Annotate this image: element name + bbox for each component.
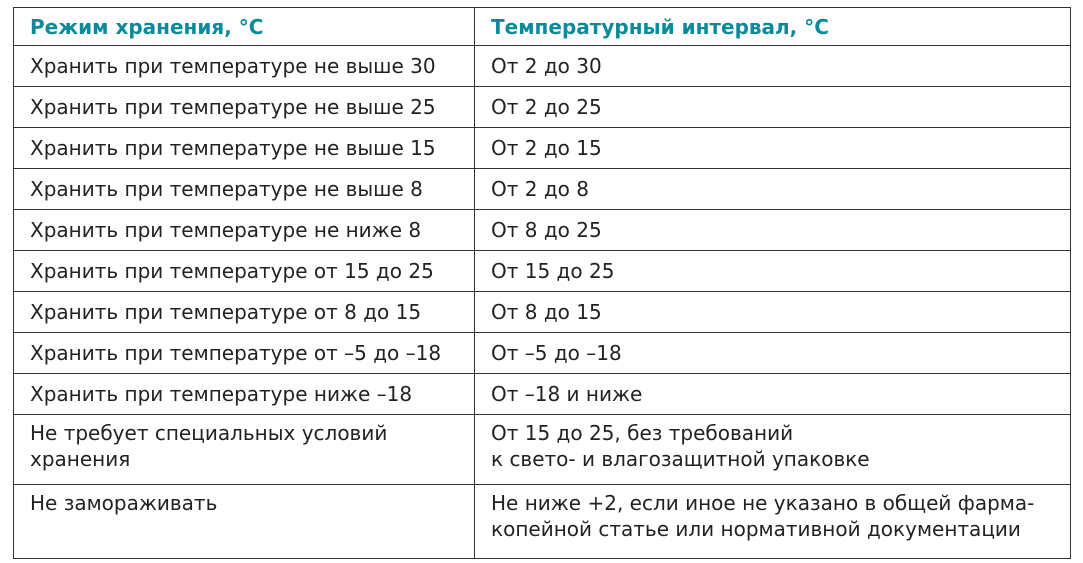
table-row xyxy=(14,210,1071,251)
cell-temperature-interval: От –18 и ниже xyxy=(475,374,1071,415)
table-row xyxy=(14,415,1071,485)
cell-text-line: Не требует специальных условий xyxy=(30,421,388,445)
table-row xyxy=(14,87,1071,128)
cell-temperature-interval: От 15 до 25 xyxy=(475,251,1071,292)
storage-table-container xyxy=(13,7,1071,559)
cell-temperature-interval xyxy=(475,485,1071,559)
cell-text-line: Не ниже +2, если иное не указано в общей фарма- xyxy=(491,491,1035,515)
cell-storage-mode: Хранить при температуре от 15 до 25 xyxy=(14,251,475,292)
table-row xyxy=(14,128,1071,169)
cell-storage-mode: Хранить при температуре не выше 30 xyxy=(14,46,475,87)
cell-storage-mode: Не замораживать xyxy=(14,485,475,559)
table-row xyxy=(14,485,1071,559)
cell-storage-mode xyxy=(14,415,475,485)
cell-temperature-interval xyxy=(475,415,1071,485)
cell-storage-mode: Хранить при температуре ниже –18 xyxy=(14,374,475,415)
header-storage-mode: Режим хранения, °С xyxy=(14,8,475,46)
cell-temperature-interval: От 2 до 15 xyxy=(475,128,1071,169)
cell-temperature-interval: От 8 до 25 xyxy=(475,210,1071,251)
cell-text-line: хранения xyxy=(30,447,131,471)
cell-storage-mode: Хранить при температуре от –5 до –18 xyxy=(14,333,475,374)
cell-storage-mode: Хранить при температуре не ниже 8 xyxy=(14,210,475,251)
cell-storage-mode: Хранить при температуре от 8 до 15 xyxy=(14,292,475,333)
cell-temperature-interval: От 8 до 15 xyxy=(475,292,1071,333)
table-row xyxy=(14,292,1071,333)
cell-storage-mode: Хранить при температуре не выше 15 xyxy=(14,128,475,169)
cell-text-line: От 15 до 25, без требований xyxy=(491,421,794,445)
table-row xyxy=(14,46,1071,87)
cell-storage-mode: Хранить при температуре не выше 8 xyxy=(14,169,475,210)
cell-text-line: копейной статье или нормативной документации xyxy=(491,517,1021,541)
cell-temperature-interval: От 2 до 30 xyxy=(475,46,1071,87)
table-row xyxy=(14,169,1071,210)
table-header-row xyxy=(14,8,1071,46)
storage-conditions-table xyxy=(13,7,1071,559)
cell-temperature-interval: От 2 до 25 xyxy=(475,87,1071,128)
cell-text-line: к свето- и влагозащитной упаковке xyxy=(491,447,870,471)
table-row xyxy=(14,333,1071,374)
table-row xyxy=(14,251,1071,292)
table-row xyxy=(14,374,1071,415)
cell-temperature-interval: От –5 до –18 xyxy=(475,333,1071,374)
header-temperature-interval: Температурный интервал, °С xyxy=(475,8,1071,46)
cell-temperature-interval: От 2 до 8 xyxy=(475,169,1071,210)
cell-storage-mode: Хранить при температуре не выше 25 xyxy=(14,87,475,128)
